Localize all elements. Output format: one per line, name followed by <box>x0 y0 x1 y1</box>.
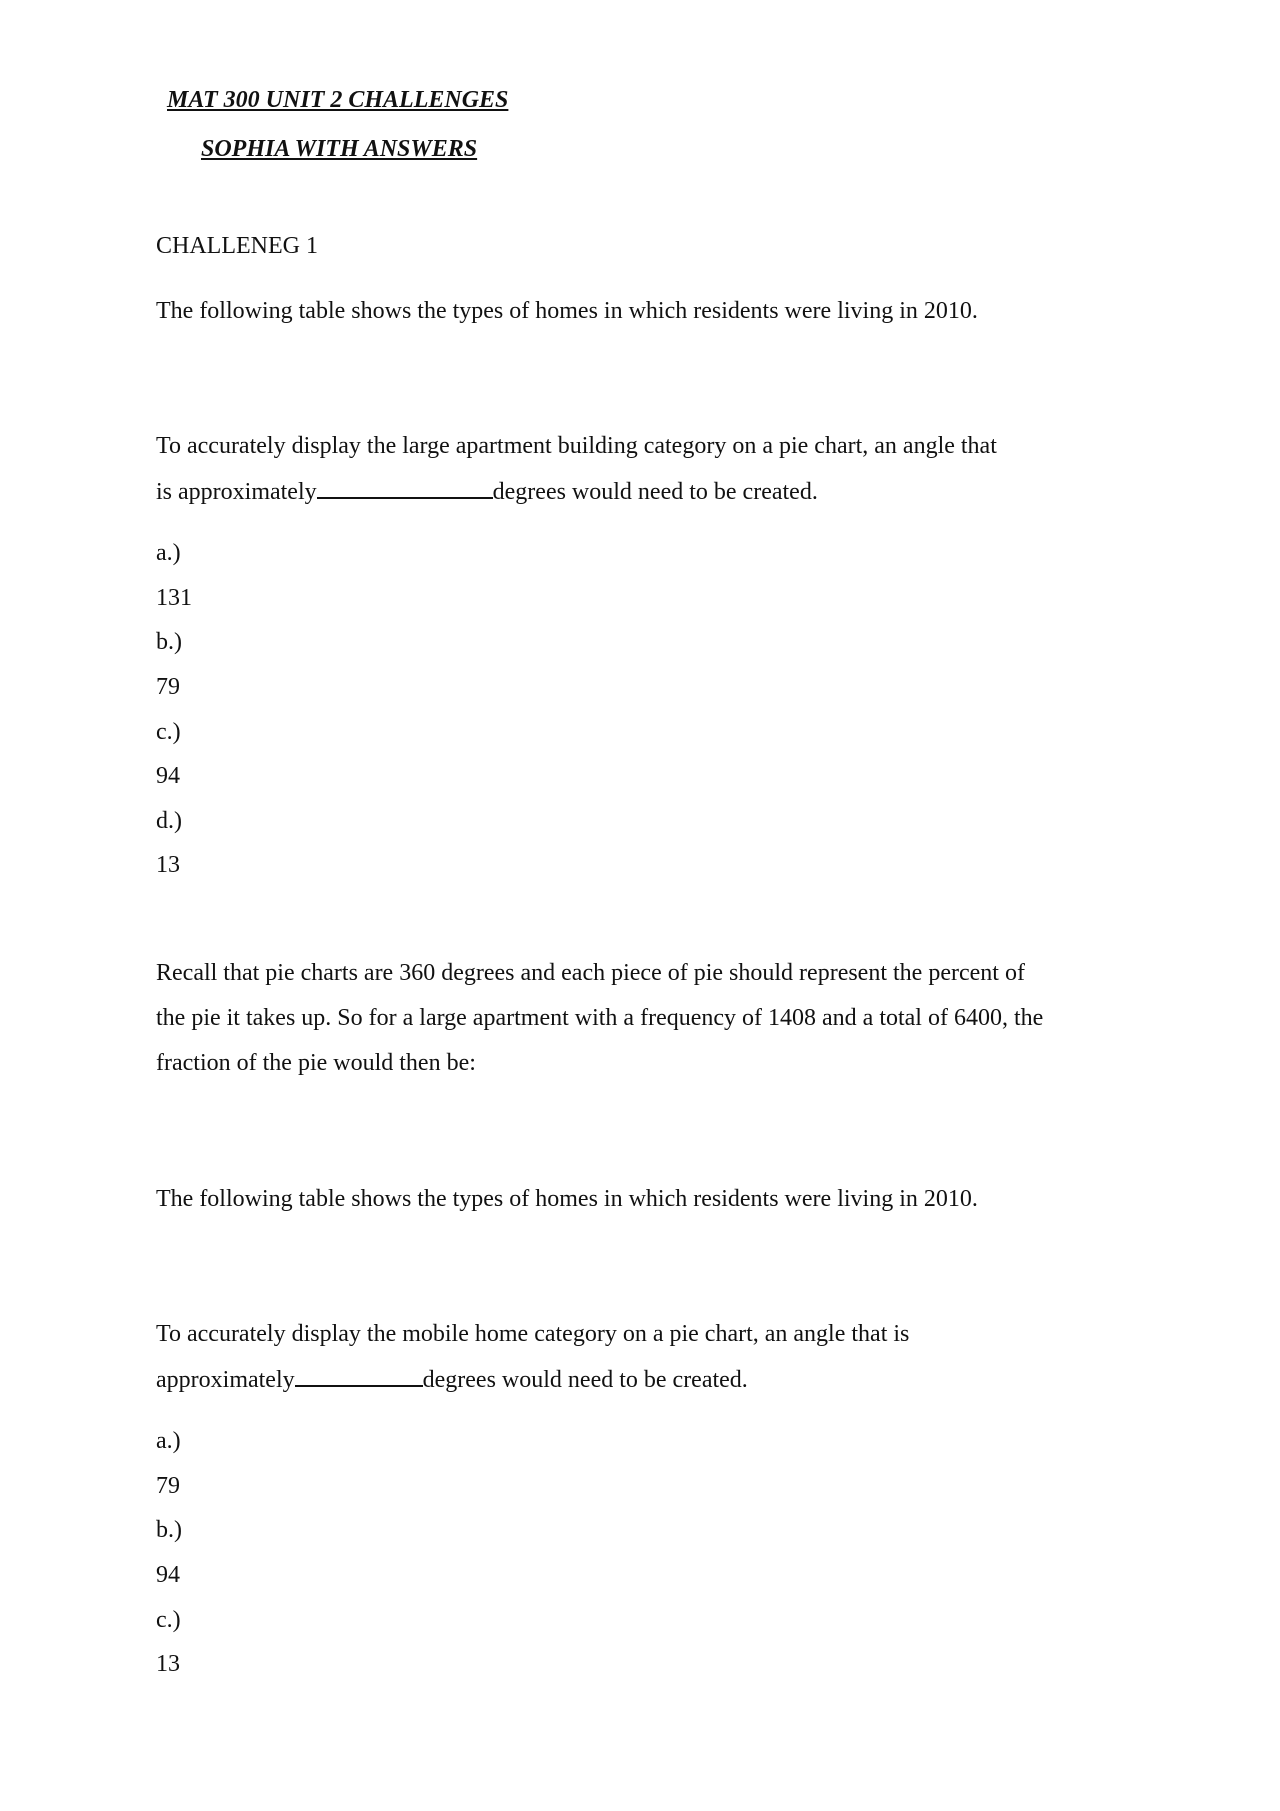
question-text-after-blank: degrees would need to be created. <box>492 479 818 505</box>
explanation-line3: fraction of the pie would then be: <box>156 1050 476 1076</box>
option-label-d: d.) <box>156 808 182 834</box>
challenge1-question-line2 <box>156 477 818 506</box>
q2-option-value-b: 94 <box>156 1562 180 1588</box>
answer-blank <box>295 1365 423 1387</box>
challenge-heading: CHALLENEG 1 <box>156 233 318 259</box>
option-label-a: a.) <box>156 540 181 566</box>
option-label-b: b.) <box>156 629 182 655</box>
q2-option-label-a: a.) <box>156 1428 181 1454</box>
option-label-c: c.) <box>156 719 181 745</box>
question2-intro: The following table shows the types of homes in which residents were living in 2010. <box>156 1186 978 1212</box>
option-value-d: 13 <box>156 852 180 878</box>
option-value-b: 79 <box>156 674 180 700</box>
explanation-line1: Recall that pie charts are 360 degrees and each piece of pie should represent the percent of <box>156 960 1025 986</box>
question-text-before-blank: approximately <box>156 1367 295 1393</box>
explanation-line2: the pie it takes up. So for a large apartment with a frequency of 1408 and a total of 6400, the <box>156 1005 1044 1031</box>
challenge1-question-line1: To accurately display the large apartment building category on a pie chart, an angle that <box>156 433 997 459</box>
question-text-after-blank: degrees would need to be created. <box>422 1367 748 1393</box>
question2-line2 <box>156 1365 748 1394</box>
q2-option-label-b: b.) <box>156 1517 182 1543</box>
document-title: MAT 300 UNIT 2 CHALLENGES <box>167 87 509 113</box>
answer-blank <box>317 477 493 499</box>
challenge1-intro: The following table shows the types of homes in which residents were living in 2010. <box>156 298 978 324</box>
q2-option-value-a: 79 <box>156 1473 180 1499</box>
option-value-a: 131 <box>156 585 192 611</box>
q2-option-label-c: c.) <box>156 1607 181 1633</box>
q2-option-value-c: 13 <box>156 1651 180 1677</box>
option-value-c: 94 <box>156 763 180 789</box>
document-subtitle: SOPHIA WITH ANSWERS <box>201 136 478 162</box>
question-text-before-blank: is approximately <box>156 479 317 505</box>
question2-line1: To accurately display the mobile home category on a pie chart, an angle that is <box>156 1321 910 1347</box>
